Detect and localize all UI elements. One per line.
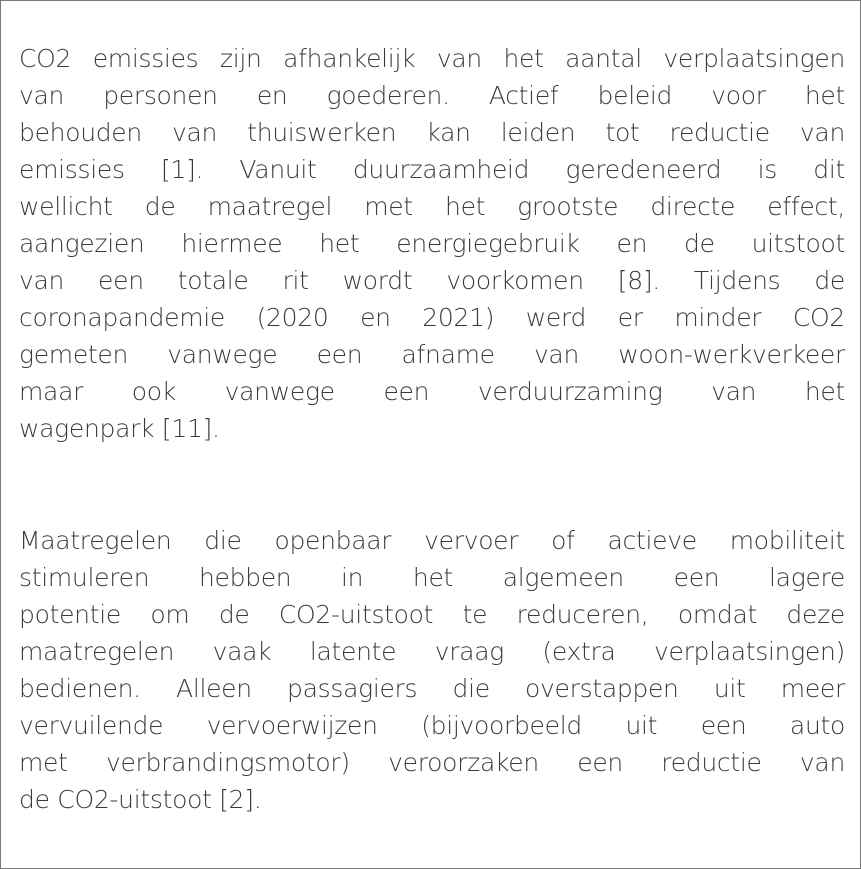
text-line: maar ook vanwege een verduurzaming van het [19,377,845,406]
text-line: vervuilende vervoerwijzen (bijvoorbeeld uit een auto [19,711,845,740]
text-line: potentie om de CO2-uitstoot te reduceren, omdat deze [19,600,845,629]
text-line: van personen en goederen. Actief beleid voor het [19,81,845,110]
paragraph-public-transport-measures [19,522,845,818]
text-line: met verbrandingsmotor) veroorzaken een reductie van [19,748,845,777]
text-line: aangezien hiermee het energiegebruik en de uitstoot [19,229,845,258]
text-line: coronapandemie (2020 en 2021) werd er minder CO2 [19,303,845,332]
text-line: CO2 emissies zijn afhankelijk van het aantal verplaatsingen [19,44,845,73]
text-line: wagenpark [11]. [19,414,220,443]
text-line: gemeten vanwege een afname van woon-werkverkeer [19,340,845,369]
text-line: stimuleren hebben in het algemeen een lagere [19,563,845,592]
text-line: behouden van thuiswerken kan leiden tot reductie van [19,118,845,147]
text-line: wellicht de maatregel met het grootste directe effect, [19,192,845,221]
paragraph-co2-emissions [19,40,845,447]
text-line: Maatregelen die openbaar vervoer of actieve mobiliteit [19,526,845,555]
text-line: van een totale rit wordt voorkomen [8]. Tijdens de [19,266,845,295]
text-line: bedienen. Alleen passagiers die overstappen uit meer [19,674,845,703]
text-line: de CO2-uitstoot [2]. [19,785,262,814]
text-line: emissies [1]. Vanuit duurzaamheid geredeneerd is dit [19,155,845,184]
text-line: maatregelen vaak latente vraag (extra verplaatsingen) [19,637,845,666]
